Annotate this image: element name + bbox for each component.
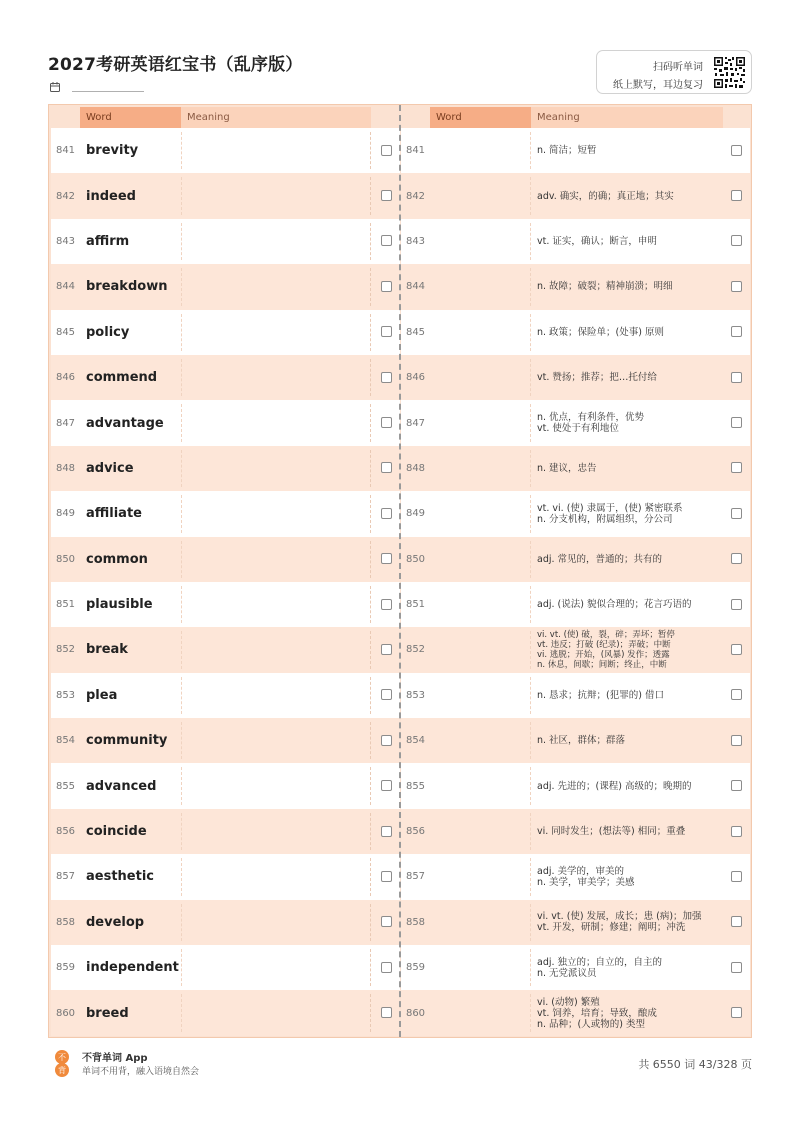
entry-number: 857 (55, 871, 76, 883)
checkbox[interactable] (731, 826, 742, 837)
checkbox[interactable] (381, 644, 392, 655)
checkbox[interactable] (731, 962, 742, 973)
meaning-line: adj. 先进的；(课程) 高级的；晚期的 (537, 780, 692, 792)
checkbox[interactable] (731, 462, 742, 473)
word-text: breed (86, 1005, 129, 1021)
entry-number: 845 (405, 326, 426, 338)
checkbox[interactable] (381, 235, 392, 246)
qr-caption-line2: 纸上默写，耳边复习 (613, 80, 703, 91)
meaning-list-header (401, 107, 750, 128)
meaning-line: vi. vt. (使) 破，裂，碎；弄坏；暂停 (537, 629, 675, 640)
meaning-row (401, 264, 750, 309)
entry-number: 846 (55, 372, 76, 384)
checkbox[interactable] (731, 508, 742, 519)
entry-number: 847 (405, 417, 426, 429)
meaning-row (401, 945, 750, 990)
checkbox[interactable] (731, 599, 742, 610)
meaning-line: n. 分支机构，附属组织，分公司 (537, 513, 673, 525)
word-blank[interactable] (430, 949, 531, 986)
word-row (51, 854, 400, 899)
entry-number: 848 (405, 462, 426, 474)
word-row (51, 264, 400, 309)
entry-number: 854 (55, 735, 76, 747)
entry-number: 855 (55, 780, 76, 792)
word-blank[interactable] (430, 404, 531, 441)
checkbox[interactable] (381, 553, 392, 564)
meaning-line: vt. vi. (使) 隶属于，(使) 紧密联系 (537, 502, 683, 514)
meaning-blank[interactable] (181, 268, 371, 305)
checkbox[interactable] (381, 962, 392, 973)
entry-number: 848 (55, 462, 76, 474)
word-blank[interactable] (430, 177, 531, 214)
meaning-blank[interactable] (181, 677, 371, 714)
entry-number: 856 (55, 826, 76, 838)
entry-number: 847 (55, 417, 76, 429)
meaning-line: n. 品种；(人或物的) 类型 (537, 1018, 645, 1030)
meaning-blank[interactable] (181, 722, 371, 759)
meaning-line: n. 社区，群体；群落 (537, 735, 626, 747)
meaning-line: vt. 证实，确认；断言，申明 (537, 235, 657, 247)
meaning-blank[interactable] (181, 949, 371, 986)
meaning-line: adj. 独立的；自立的，自主的 (537, 956, 663, 968)
word-row (51, 809, 400, 854)
calendar-icon (50, 82, 60, 92)
entry-number: 853 (55, 689, 76, 701)
meaning-blank[interactable] (181, 813, 371, 850)
checkbox[interactable] (381, 145, 392, 156)
word-row (51, 310, 400, 355)
word-blank[interactable] (430, 450, 531, 487)
checkbox[interactable] (731, 735, 742, 746)
meaning-row (401, 582, 750, 627)
checkbox[interactable] (381, 508, 392, 519)
entry-number: 842 (55, 190, 76, 202)
meaning-row (401, 400, 750, 445)
meaning-line: n. 优点，有利条件，优势 (537, 412, 645, 424)
page-title: 2027考研英语红宝书（乱序版） (48, 55, 303, 75)
meaning-line: adv. 确实，的确；真正地；其实 (537, 190, 674, 202)
meaning-text (537, 809, 722, 854)
checkbox[interactable] (731, 417, 742, 428)
meaning-text (537, 128, 722, 173)
meaning-row (401, 173, 750, 218)
word-blank[interactable] (430, 722, 531, 759)
qr-caption-line1: 扫码听单词 (653, 62, 703, 73)
entry-number: 849 (405, 508, 426, 520)
word-blank[interactable] (430, 268, 531, 305)
meaning-line: vi. 同时发生；(想法等) 相同；重叠 (537, 826, 686, 838)
meaning-line: vt. 赞扬；推荐；把…托付给 (537, 372, 657, 384)
meaning-text (537, 900, 722, 945)
meaning-blank[interactable] (181, 767, 371, 804)
checkbox[interactable] (381, 735, 392, 746)
logo-char-top: 不 (58, 1053, 66, 1062)
page-counter: 共 6550 词 43/328 页 (638, 1058, 752, 1071)
app-logo-icon (50, 1049, 74, 1077)
word-text: coincide (86, 824, 147, 840)
meaning-text (537, 582, 722, 627)
meaning-text (537, 673, 722, 718)
word-row (51, 718, 400, 763)
entry-number: 856 (405, 826, 426, 838)
word-text: policy (86, 324, 130, 340)
meaning-row (401, 537, 750, 582)
meaning-line: n. 休息，间歇；间断；终止，中断 (537, 659, 667, 670)
app-name: 不背单词 App (82, 1053, 148, 1064)
meaning-line: adj. 常见的，普通的；共有的 (537, 553, 663, 565)
meaning-row (401, 718, 750, 763)
entry-number: 858 (55, 916, 76, 928)
entry-number: 843 (55, 235, 76, 247)
meaning-line: adj. 美学的，审美的 (537, 865, 625, 877)
word-text: community (86, 733, 168, 749)
word-row (51, 128, 400, 173)
meaning-blank[interactable] (181, 541, 371, 578)
meaning-blank[interactable] (181, 132, 371, 169)
meaning-blank[interactable] (181, 495, 371, 532)
header-meaning: Meaning (181, 107, 371, 128)
entry-number: 841 (405, 145, 426, 157)
word-blank[interactable] (430, 314, 531, 351)
meaning-blank[interactable] (181, 450, 371, 487)
meaning-row (401, 446, 750, 491)
word-blank[interactable] (430, 858, 531, 895)
word-row (51, 173, 400, 218)
meaning-line: adj. (说法) 貌似合理的；花言巧语的 (537, 599, 692, 611)
checkbox[interactable] (381, 462, 392, 473)
checkbox[interactable] (381, 1007, 392, 1018)
meaning-text (537, 264, 722, 309)
meaning-text (537, 763, 722, 808)
word-row (51, 900, 400, 945)
word-blank[interactable] (430, 495, 531, 532)
meaning-blank[interactable] (181, 858, 371, 895)
word-list-header (51, 107, 400, 128)
header-word: Word (430, 107, 531, 128)
checkbox[interactable] (381, 372, 392, 383)
checkbox[interactable] (731, 1007, 742, 1018)
entry-number: 853 (405, 689, 426, 701)
meaning-text (537, 945, 722, 990)
meaning-blank[interactable] (181, 586, 371, 623)
word-blank[interactable] (430, 631, 531, 668)
checkbox[interactable] (381, 826, 392, 837)
header-word: Word (80, 107, 181, 128)
meaning-text (537, 219, 722, 264)
meaning-line: n. 美学，审美学；美感 (537, 876, 635, 888)
meaning-line: vt. 开发，研制；修建；阐明；冲洗 (537, 922, 686, 934)
date-field (50, 80, 144, 92)
entry-number: 851 (405, 599, 426, 611)
entry-number: 860 (55, 1007, 76, 1019)
checkbox[interactable] (731, 780, 742, 791)
meaning-text (537, 537, 722, 582)
meaning-row (401, 809, 750, 854)
word-text: plausible (86, 597, 153, 613)
word-blank[interactable] (430, 767, 531, 804)
entry-number: 854 (405, 735, 426, 747)
meaning-blank[interactable] (181, 177, 371, 214)
word-blank[interactable] (430, 586, 531, 623)
entry-number: 857 (405, 871, 426, 883)
meaning-row (401, 128, 750, 173)
qr-code-icon[interactable] (713, 56, 746, 89)
word-row (51, 400, 400, 445)
word-row (51, 673, 400, 718)
meaning-text (537, 491, 722, 536)
meaning-text (537, 990, 722, 1035)
entry-number: 845 (55, 326, 76, 338)
word-blank[interactable] (430, 359, 531, 396)
word-text: independent (86, 960, 179, 976)
meaning-text (537, 446, 722, 491)
logo-char-bottom: 背 (58, 1066, 66, 1075)
entry-number: 844 (55, 281, 76, 293)
word-row (51, 355, 400, 400)
meaning-text (537, 310, 722, 355)
checkbox[interactable] (381, 417, 392, 428)
checkbox[interactable] (381, 326, 392, 337)
word-row (51, 446, 400, 491)
checkbox[interactable] (381, 281, 392, 292)
word-text: break (86, 642, 128, 658)
word-row (51, 990, 400, 1035)
checkbox[interactable] (381, 780, 392, 791)
meaning-row (401, 763, 750, 808)
meaning-line: vt. 饲养，培育；导致，酿成 (537, 1007, 657, 1019)
date-blank-line (72, 80, 144, 92)
meaning-text (537, 627, 722, 672)
meaning-row (401, 491, 750, 536)
meaning-line: n. 政策；保险单；(处事) 原则 (537, 326, 664, 338)
meaning-row (401, 673, 750, 718)
meaning-line: vt. 违反；打破 (纪录)；弄破；中断 (537, 639, 671, 650)
meaning-line: n. 建议，忠告 (537, 462, 597, 474)
word-text: advice (86, 460, 134, 476)
entry-number: 852 (405, 644, 426, 656)
checkbox[interactable] (381, 190, 392, 201)
vocabulary-sheet (48, 104, 752, 1038)
word-text: advantage (86, 415, 164, 431)
entry-number: 846 (405, 372, 426, 384)
word-text: indeed (86, 188, 136, 204)
checkbox[interactable] (381, 871, 392, 882)
entry-number: 852 (55, 644, 76, 656)
entry-number: 855 (405, 780, 426, 792)
entry-number: 859 (405, 962, 426, 974)
checkbox[interactable] (731, 326, 742, 337)
meaning-blank[interactable] (181, 314, 371, 351)
meaning-text (537, 854, 722, 899)
checkbox[interactable] (731, 644, 742, 655)
entry-number: 841 (55, 145, 76, 157)
meaning-text (537, 173, 722, 218)
entry-number: 850 (405, 553, 426, 565)
word-text: affiliate (86, 506, 142, 522)
header-meaning: Meaning (531, 107, 723, 128)
checkbox[interactable] (731, 281, 742, 292)
word-text: plea (86, 687, 118, 703)
word-blank[interactable] (430, 223, 531, 260)
entry-number: 844 (405, 281, 426, 293)
word-blank[interactable] (430, 132, 531, 169)
checkbox[interactable] (381, 599, 392, 610)
checkbox[interactable] (731, 190, 742, 201)
meaning-text (537, 400, 722, 445)
word-text: aesthetic (86, 869, 154, 885)
word-row (51, 219, 400, 264)
word-text: brevity (86, 143, 139, 159)
meaning-line: n. 故障；破裂；精神崩溃；明细 (537, 281, 673, 293)
meaning-row (401, 854, 750, 899)
meaning-row (401, 990, 750, 1035)
app-slogan: 单词不用背，融入语境自然会 (82, 1067, 200, 1077)
meaning-line: vi. (动物) 繁殖 (537, 996, 600, 1008)
word-text: affirm (86, 233, 130, 249)
qr-audio-box[interactable] (596, 50, 752, 94)
word-text: commend (86, 370, 158, 386)
entry-number: 860 (405, 1007, 426, 1019)
word-row (51, 491, 400, 536)
entry-number: 851 (55, 599, 76, 611)
meaning-line: n. 无党派议员 (537, 967, 597, 979)
word-row (51, 763, 400, 808)
meaning-row (401, 900, 750, 945)
word-text: develop (86, 914, 145, 930)
checkbox[interactable] (731, 689, 742, 700)
checkbox[interactable] (731, 871, 742, 882)
checkbox[interactable] (381, 916, 392, 927)
meaning-blank[interactable] (181, 631, 371, 668)
meaning-blank[interactable] (181, 404, 371, 441)
entry-number: 858 (405, 916, 426, 928)
word-text: breakdown (86, 279, 168, 295)
word-blank[interactable] (430, 994, 531, 1031)
checkbox[interactable] (731, 916, 742, 927)
entry-number: 842 (405, 190, 426, 202)
meaning-line: n. 恳求；抗辩；(犯罪的) 借口 (537, 689, 664, 701)
word-list-column (51, 107, 400, 1037)
word-row (51, 537, 400, 582)
meaning-list-column (401, 107, 750, 1037)
word-blank[interactable] (430, 813, 531, 850)
word-row (51, 627, 400, 672)
entry-number: 850 (55, 553, 76, 565)
meaning-line: vt. 使处于有利地位 (537, 423, 619, 435)
checkbox[interactable] (731, 235, 742, 246)
word-text: advanced (86, 778, 157, 794)
word-blank[interactable] (430, 541, 531, 578)
checkbox[interactable] (731, 372, 742, 383)
checkbox[interactable] (381, 689, 392, 700)
meaning-text (537, 355, 722, 400)
entry-number: 843 (405, 235, 426, 247)
meaning-blank[interactable] (181, 994, 371, 1031)
checkbox[interactable] (731, 553, 742, 564)
meaning-line: n. 简洁；短暂 (537, 145, 597, 157)
meaning-line: vi. 逃脱；开始，(风暴) 发作；透露 (537, 649, 670, 660)
checkbox[interactable] (731, 145, 742, 156)
word-blank[interactable] (430, 677, 531, 714)
word-row (51, 582, 400, 627)
word-row (51, 945, 400, 990)
meaning-line: vi. vt. (使) 发展，成长；患 (病)；加强 (537, 911, 702, 923)
entry-number: 849 (55, 508, 76, 520)
meaning-blank[interactable] (181, 904, 371, 941)
meaning-blank[interactable] (181, 223, 371, 260)
meaning-row (401, 355, 750, 400)
meaning-row (401, 219, 750, 264)
word-blank[interactable] (430, 904, 531, 941)
meaning-text (537, 718, 722, 763)
entry-number: 859 (55, 962, 76, 974)
meaning-row (401, 310, 750, 355)
word-text: common (86, 551, 148, 567)
meaning-blank[interactable] (181, 359, 371, 396)
meaning-row (401, 627, 750, 672)
